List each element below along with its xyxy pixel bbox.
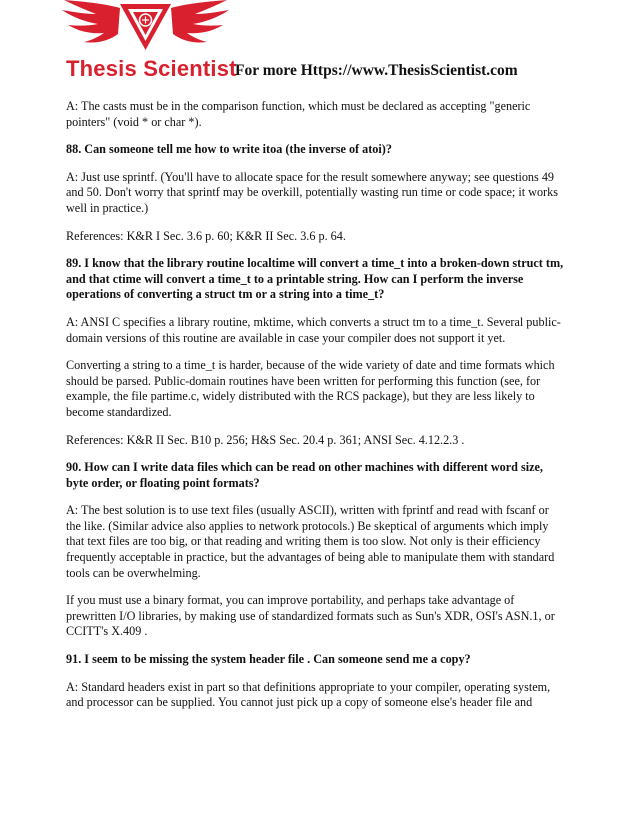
- reference-paragraph: References: K&R II Sec. B10 p. 256; H&S Sec. 20.4 p. 361; ANSI Sec. 4.12.2.3 .: [66, 432, 465, 447]
- thesis-scientist-logo[interactable]: [58, 0, 237, 86]
- page-header: [0, 0, 638, 90]
- answer-paragraph: A: Just use sprintf. (You'll have to allocate space for the result somewhere anyway; see questions 49 and 50. Don't worry that sprintf may be overkill, potentially wasting run time or code space; it works well in practice.): [66, 169, 558, 215]
- question-heading: 91. I seem to be missing the system header file . Can someone send me a copy?: [66, 652, 471, 667]
- winged-shield-icon: [58, 0, 233, 60]
- logo-text: Thesis Scientist: [66, 56, 237, 81]
- question-heading: 90. How can I write data files which can be read on other machines with different word size, byte order, or floating point formats?: [66, 460, 543, 490]
- answer-paragraph: If you must use a binary format, you can improve portability, and perhaps take advantage of prewritten I/O libraries, by making use of standardized formats such as Sun's XDR, OSI's ASN.1, or CCITT's X.409 .: [66, 593, 555, 639]
- document-body: [66, 99, 566, 723]
- reference-paragraph: References: K&R I Sec. 3.6 p. 60; K&R II Sec. 3.6 p. 64.: [66, 228, 346, 243]
- answer-paragraph: A: Standard headers exist in part so that definitions appropriate to your compiler, operating system, and processor can be supplied. You cannot just pick up a copy of someone else's header file and: [66, 679, 551, 710]
- website-link[interactable]: For more Https://www.ThesisScientist.com: [235, 62, 518, 79]
- answer-paragraph: A: ANSI C specifies a library routine, mktime, which converts a struct tm to a time_t. Several public-domain versions of this routine are available in case your compiler does not support it yet.: [66, 314, 561, 345]
- answer-paragraph: A: The casts must be in the comparison function, which must be declared as accepting "generic pointers" (void * or char *).: [66, 99, 531, 129]
- answer-paragraph: A: The best solution is to use text files (usually ASCII), written with fprintf and read with fscanf or the like. (Similar advice also applies to network protocols.) Be skeptical of arguments which imply that text files are too big, or that reading and writing them is too slow. Not only is their efficiency frequently acceptable in practice, but the advantages of being able to manipulate them with standard tools can be overwhelming.: [66, 503, 555, 580]
- answer-paragraph: Converting a string to a time_t is harder, because of the wide variety of date and time formats which should be parsed. Public-domain routines have been written for performing this function (see, for example, the file partime.c, widely distributed with the RCS package), but they are less likely to become standardized.: [66, 358, 555, 419]
- question-heading: 89. I know that the library routine localtime will convert a time_t into a broken-down struct tm, and that ctime will convert a time_t to a printable string. How can I perform the inverse operations of converting a struct tm or a string into a time_t?: [66, 256, 564, 302]
- question-heading: 88. Can someone tell me how to write itoa (the inverse of atoi)?: [66, 142, 392, 157]
